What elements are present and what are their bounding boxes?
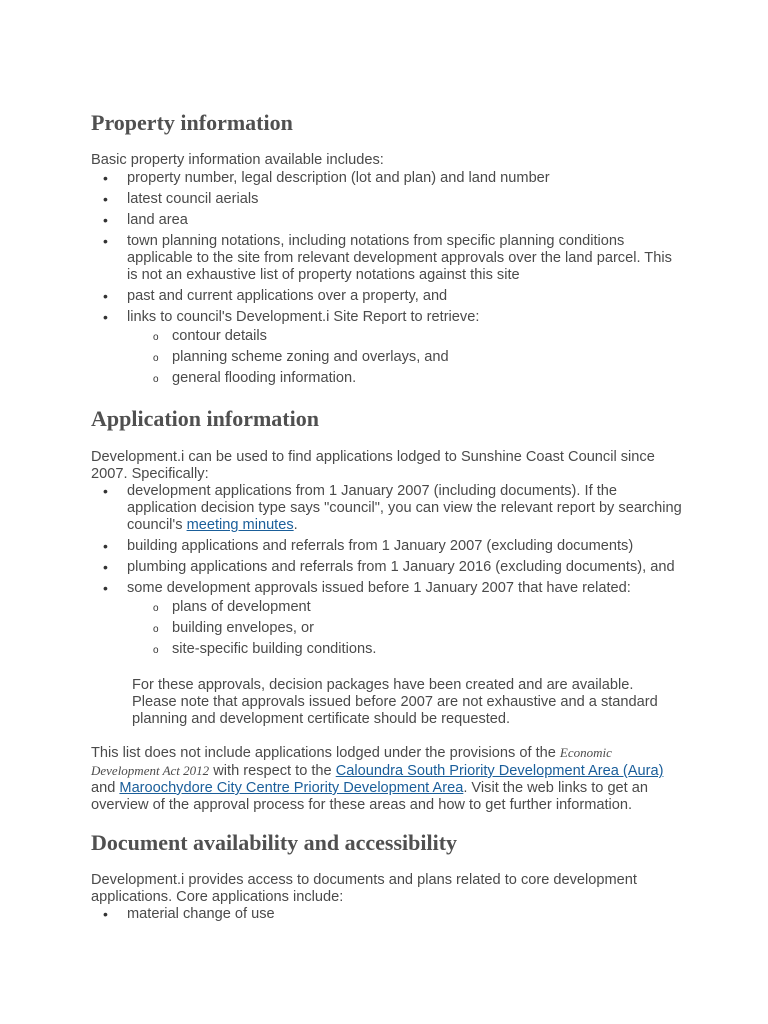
approvals-note: For these approvals, decision packages have been created and are available. Please note that approvals issued before 2007 are not exhaustive and a standard planning and development certificate should be requested. [132,677,658,727]
list-item: • material change of use [91,906,691,923]
maroochydore-link[interactable]: Maroochydore City Centre Priority Development Area [119,780,464,796]
list-item: • land area [91,212,691,229]
list-item-label: links to council's Development.i Site Report to retrieve: [127,309,480,325]
meeting-minutes-link[interactable]: meeting minutes [186,517,294,533]
sub-list-item: o planning scheme zoning and overlays, and [127,349,691,366]
property-intro: Basic property information available includes: [91,152,384,168]
list-item: • latest council aerials [91,191,691,208]
application-sublist [127,599,691,658]
aura-link[interactable]: Caloundra South Priority Development Area (Aura) [335,763,664,779]
sub-list-item: o contour details [127,328,691,345]
documents-list [91,906,691,927]
application-intro: Development.i can be used to find applications lodged to Sunshine Coast Council since 2007. Specifically: [91,449,655,482]
list-item [91,483,682,534]
list-item [91,580,691,658]
list-item: • town planning notations, including notations from specific planning conditions applicable to the site from relevant development approvals over the land parcel. This is not an exhaustive list of property notations against this site [91,233,677,284]
exclusion-text-3: and [91,780,120,796]
documents-heading: Document availability and accessibility [91,830,458,855]
list-item: • past and current applications over a property, and [91,288,691,305]
application-list [91,483,691,662]
property-list [91,170,691,391]
exclusion-text-1: This list does not include applications lodged under the provisions of the [91,745,560,761]
sub-list-item: o building envelopes, or [127,620,691,637]
exclusion-text-2: with respect to the [209,763,336,779]
sub-list-item: o site-specific building conditions. [127,641,691,658]
property-heading: Property information [91,110,293,135]
application-heading: Application information [91,406,319,431]
documents-intro: Development.i provides access to documents and plans related to core development applications. Core applications include: [91,872,637,905]
exclusion-note [91,744,676,814]
list-item-label: some development approvals issued before 1 January 2007 that have related: [127,580,631,596]
property-sublist [127,328,691,387]
list-item [91,309,691,387]
list-item-text: development applications from 1 January 2007 (including documents). If the application decision type says "council", you can view the relevant report by searching council's [127,483,682,533]
act-name: Economic Development Act 2012 [91,745,612,778]
exclusion-text-4: . Visit the web links to get an overview of the approval process for these areas and how to get further information. [91,780,649,813]
sub-list-item: o general flooding information. [127,370,691,387]
list-item: • property number, legal description (lot and plan) and land number [91,170,691,187]
list-item: • plumbing applications and referrals from 1 January 2016 (excluding documents), and [91,559,691,576]
list-item: • building applications and referrals from 1 January 2007 (excluding documents) [91,538,691,555]
sub-list-item: o plans of development [127,599,691,616]
list-item-end: . [293,517,298,533]
